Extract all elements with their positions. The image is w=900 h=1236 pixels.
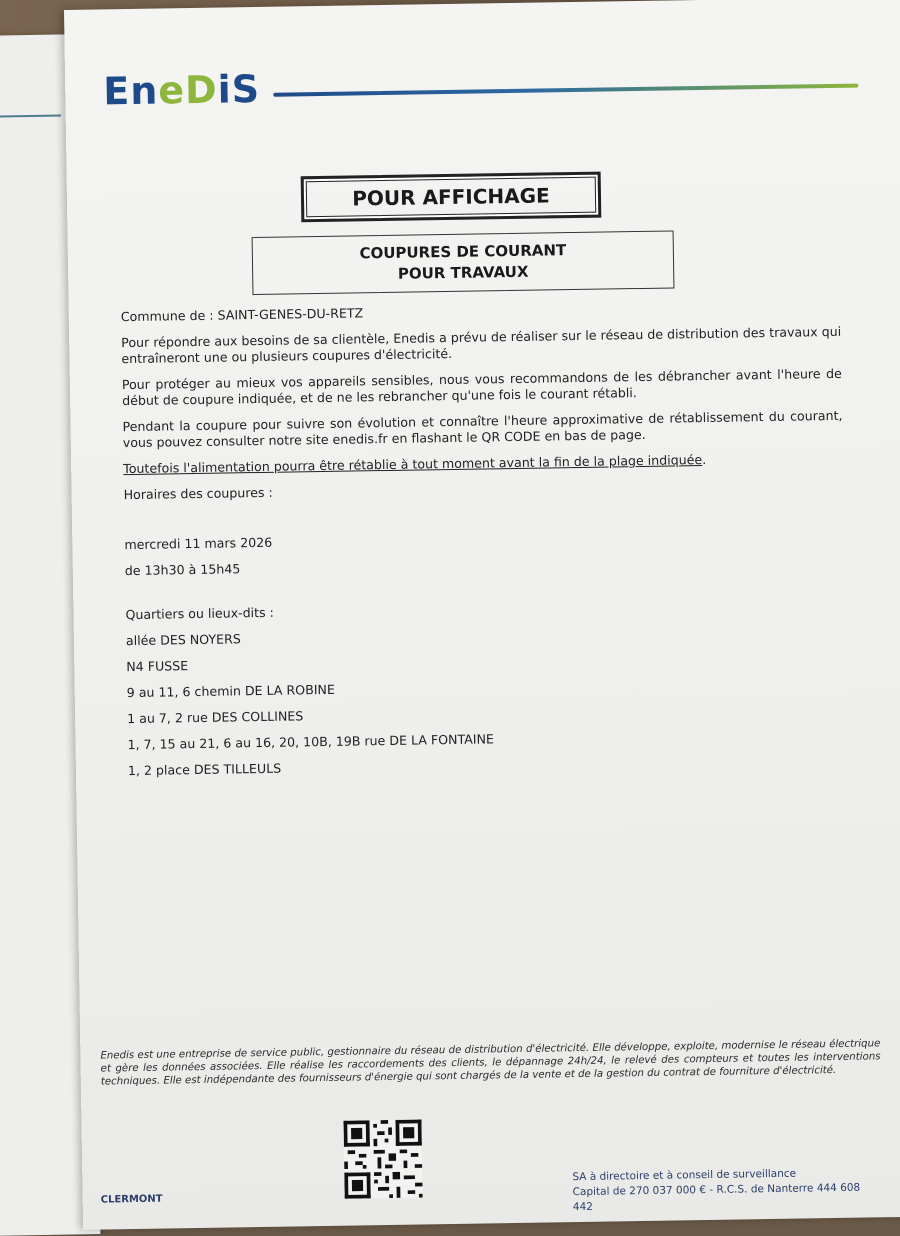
logo-part-2: eD bbox=[157, 67, 218, 113]
area-item: 1, 7, 15 au 21, 6 au 16, 20, 10B, 19B rue DE LA FONTAINE bbox=[127, 731, 495, 753]
area-item: allée DES NOYERS bbox=[125, 631, 241, 649]
notice-body bbox=[121, 298, 848, 789]
footer-description: Enedis est une entreprise de service public, gestionnaire du réseau de distribution d'électricité. Elle développe, exploite, modernise le réseau électrique et gère les données associées. Elle réalise les raccordements des clients, le dépannage 24h/24, le relevé des compteurs et toutes les interventions techniques. Elle est indépendante des fournisseurs d'énergie qui sont chargés de la vente et de la gestion du contrat de fourniture d'électricité. bbox=[100, 1038, 881, 1088]
commune: Commune de : SAINT-GENES-DU-RETZ bbox=[120, 305, 364, 325]
paragraph-1: Pour répondre aux besoins de sa clientèle, Enedis a prévu de réaliser sur le réseau de distribution des travaux qui entraîneront une ou plusieurs coupures d'électricité. bbox=[121, 323, 842, 367]
area-item: 1 au 7, 2 rue DES COLLINES bbox=[127, 708, 304, 727]
warning bbox=[123, 450, 843, 477]
schedule-label: Horaires des coupures : bbox=[123, 484, 273, 503]
notice-title: POUR AFFICHAGE bbox=[301, 172, 602, 223]
footer-city: CLERMONT bbox=[100, 1193, 163, 1206]
paragraph-2: Pour protéger au mieux vos appareils sensibles, nous vous recommandons de les débrancher avant l'heure de début de coupure indiquée, et de ne les rebrancher qu'une fois le courant rétabli. bbox=[121, 365, 842, 409]
qr-code[interactable] bbox=[343, 1120, 422, 1199]
paragraph-3: Pendant la coupure pour suivre son évolution et connaître l'heure approximative de rétablissement du courant, vous pouvez consulter notre site enedis.fr en flashant le QR CODE en bas de page. bbox=[122, 407, 843, 451]
legal-line-2: Capital de 270 037 000 € - R.C.S. de Nanterre 444 608 442 bbox=[572, 1181, 861, 1214]
legal-line-1: SA à directoire et à conseil de surveillance bbox=[572, 1167, 797, 1184]
subtitle-line-2: POUR TRAVAUX bbox=[397, 262, 529, 283]
area-item: 1, 2 place DES TILLEULS bbox=[127, 760, 282, 779]
area-item: N4 FUSSE bbox=[126, 658, 189, 675]
outage-date: mercredi 11 mars 2026 bbox=[124, 534, 273, 553]
logo-rule bbox=[273, 84, 858, 97]
background-sheet-rule bbox=[0, 114, 61, 117]
warning-end: . bbox=[702, 451, 707, 468]
logo-part-1: En bbox=[102, 68, 159, 114]
area-item: 9 au 11, 6 chemin DE LA ROBINE bbox=[126, 681, 335, 701]
notice-subtitle-box bbox=[252, 230, 675, 295]
notice-sheet bbox=[64, 0, 900, 1230]
areas-label: Quartiers ou lieux-dits : bbox=[125, 604, 274, 623]
logo-part-3: iS bbox=[217, 66, 261, 112]
warning-text: Toutefois l'alimentation pourra être rétablie à tout moment avant la fin de la plage indiquée bbox=[123, 452, 703, 477]
legal-info bbox=[572, 1165, 873, 1215]
subtitle-line-1: COUPURES DE COURANT bbox=[359, 241, 567, 263]
outage-time: de 13h30 à 15h45 bbox=[124, 561, 241, 579]
enedis-logo bbox=[103, 67, 260, 113]
